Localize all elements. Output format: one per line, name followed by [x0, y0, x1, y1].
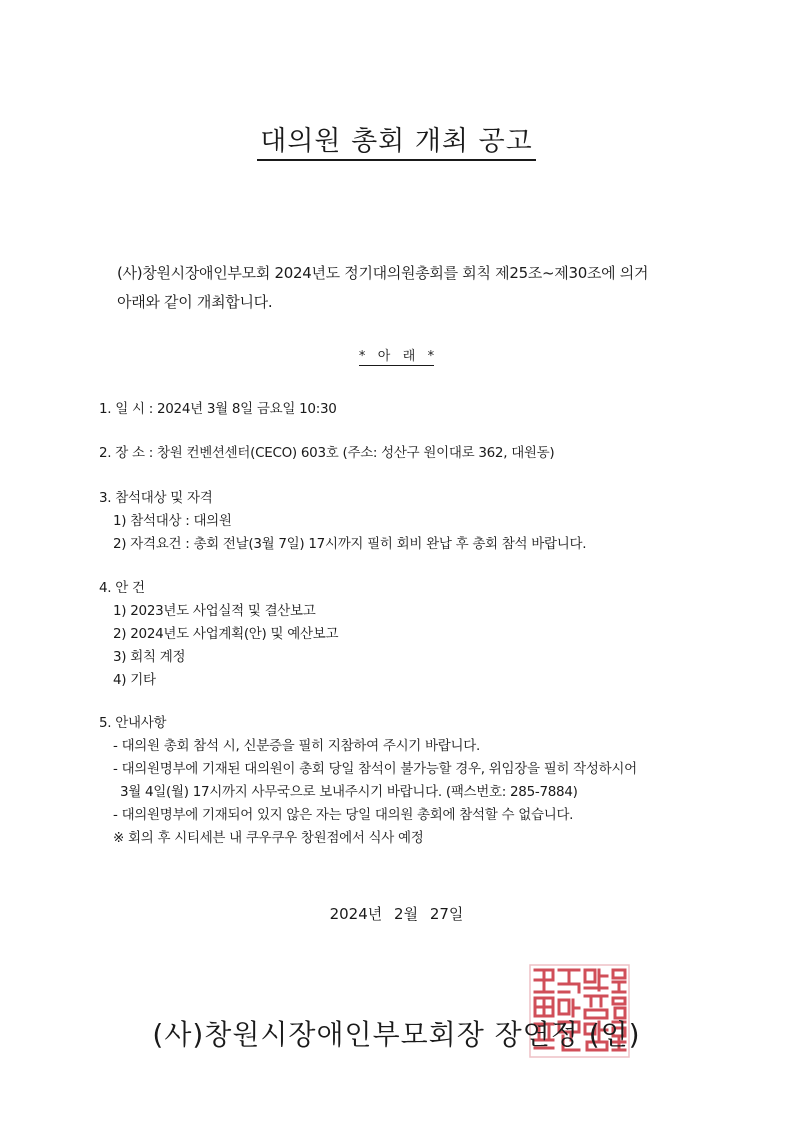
item-agenda-heading: 4. 안 건: [99, 580, 145, 596]
item-eligibility-heading: 3. 참석대상 및 자격: [99, 490, 213, 506]
item-notice-line-3: 3월 4일(월) 17시까지 사무국으로 보내주시기 바랍니다. (팩스번호: 285-7884): [120, 784, 578, 800]
item-datetime: 1. 일 시 : 2024년 3월 8일 금요일 10:30: [99, 401, 337, 417]
item-notice-line-4: - 대의원명부에 기재되어 있지 않은 자는 당일 대의원 총회에 참석할 수 없습니다.: [113, 807, 574, 823]
item-agenda-1: 1) 2023년도 사업실적 및 결산보고: [113, 603, 316, 619]
intro-line-1: (사)창원시장애인부모회 2024년도 정기대의원총회를 회칙 제25조~제30조에 의거: [117, 264, 649, 282]
document-title-text: 대의원 총회 개최 공고: [257, 126, 536, 161]
remark-heading-text: * 아 래 *: [358, 349, 435, 364]
signature-line: (사)창원시장애인부모회장 장연정 (인): [152, 1018, 641, 1051]
item-agenda-2: 2) 2024년도 사업계획(안) 및 예산보고: [113, 626, 339, 642]
issue-date: 2024년 2월 27일: [329, 905, 464, 923]
item-eligibility-target: 1) 참석대상 : 대의원: [113, 513, 232, 529]
item-notice-line-2: - 대의원명부에 기재된 대의원이 총회 당일 참석이 불가능할 경우, 위임장을 필히 작성하시어: [113, 761, 637, 777]
item-notice-line-1: - 대의원 총회 참석 시, 신분증을 필히 지참하여 주시기 바랍니다.: [113, 738, 480, 754]
item-venue: 2. 장 소 : 창원 컨벤션센터(CECO) 603호 (주소: 성산구 원이대로 362, 대원동): [99, 445, 555, 461]
intro-line-2: 아래와 같이 개최합니다.: [117, 293, 273, 311]
item-notice-heading: 5. 안내사항: [99, 715, 167, 731]
item-eligibility-requirement: 2) 자격요건 : 총회 전날(3월 7일) 17시까지 필히 회비 완납 후 총회 참석 바랍니다.: [113, 536, 587, 552]
document-title: [0, 119, 793, 158]
item-agenda-4: 4) 기타: [113, 672, 156, 688]
item-agenda-3: 3) 회칙 계정: [113, 649, 186, 665]
item-notice-line-5: ※ 회의 후 시티세븐 내 쿠우쿠우 창원점에서 식사 예정: [113, 830, 424, 846]
remark-heading: [0, 345, 793, 364]
